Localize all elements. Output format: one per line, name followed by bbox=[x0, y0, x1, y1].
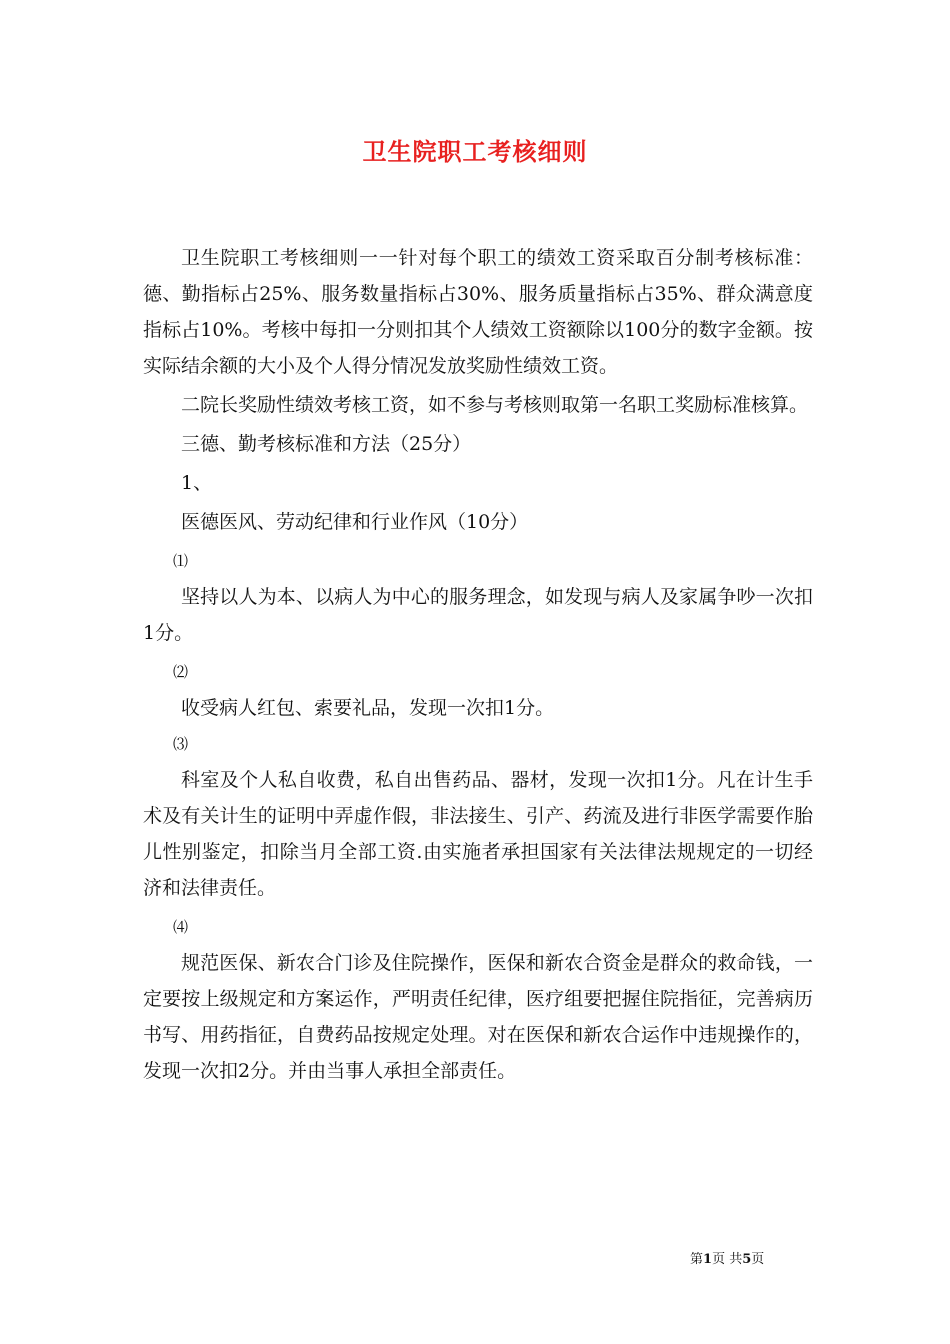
footer-page-number: 1 bbox=[703, 1252, 713, 1267]
item-number-1: 1、 bbox=[181, 472, 213, 494]
footer-prefix: 第 bbox=[690, 1252, 704, 1267]
page-footer bbox=[690, 1248, 850, 1267]
subitem-text-4: 规范医保、新农合门诊及住院操作，医保和新农合资金是群众的救命钱，一定要按上级规定和方案运作，严明责任纪律，医疗组要把握住院指征，完善病历书写、用药指征，自费药品按规定处理。对在医保和新农合运作中违规操作的，发现一次扣2分。并由当事人承担全部责任。 bbox=[143, 952, 813, 1082]
paragraph-2: 二院长奖励性绩效考核工资，如不参与考核则取第一名职工奖励标准核算。 bbox=[181, 394, 809, 416]
subitem-text-2: 收受病人红包、索要礼品，发现一次扣1分。 bbox=[181, 697, 555, 719]
document-body bbox=[143, 240, 813, 1089]
paragraph-intro: 卫生院职工考核细则一一针对每个职工的绩效工资采取百分制考核标准：德、勤指标占25%、服务数量指标占30%、服务质量指标占35%、群众满意度指标占10%。考核中每扣一分则扣其个人绩效工资额除以100分的数字金额。按实际结余额的大小及个人得分情况发放奖励性绩效工资。 bbox=[143, 247, 813, 377]
subitem-text-1: 坚持以人为本、以病人为中心的服务理念，如发现与病人及家属争吵一次扣1分。 bbox=[143, 586, 813, 644]
subitem-marker-2: ⑵ bbox=[173, 663, 189, 681]
subitem-marker-4: ⑷ bbox=[173, 918, 189, 936]
subitem-marker-3: ⑶ bbox=[173, 735, 189, 753]
section-heading-3: 三德、勤考核标准和方法（25分） bbox=[181, 433, 472, 455]
subitem-text-3: 科室及个人私自收费，私自出售药品、器材，发现一次扣1分。凡在计生手术及有关计生的证明中弄虚作假，非法接生、引产、药流及进行非医学需要作胎儿性别鉴定，扣除当月全部工资.由实施者承担国家有关法律法规规定的一切经济和法律责任。 bbox=[143, 769, 813, 899]
footer-middle: 页 共 bbox=[712, 1252, 743, 1267]
document-title: 卫生院职工考核细则 bbox=[362, 137, 588, 166]
footer-total-pages: 5 bbox=[742, 1252, 752, 1267]
item-heading-1: 医德医风、劳动纪律和行业作风（10分） bbox=[181, 511, 529, 533]
footer-suffix: 页 bbox=[751, 1252, 765, 1267]
subitem-marker-1: ⑴ bbox=[173, 552, 189, 570]
